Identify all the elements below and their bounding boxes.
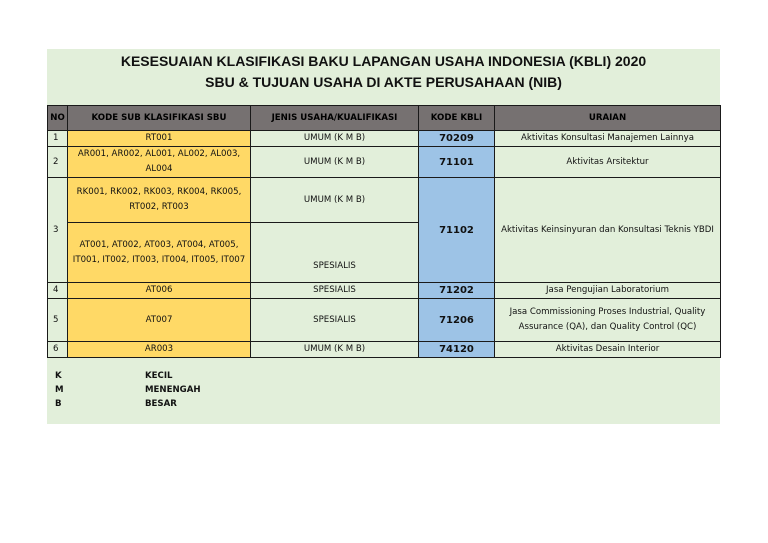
cell-sbu: AT006 — [68, 283, 251, 299]
cell-no: 3 — [48, 178, 68, 283]
cell-sbu: AR003 — [68, 342, 251, 358]
cell-kbli: 71206 — [419, 299, 495, 342]
cell-no: 1 — [48, 131, 68, 147]
cell-uraian: Aktivitas Desain Interior — [495, 342, 721, 358]
cell-jenis: SPESIALIS — [251, 299, 419, 342]
legend-key: B — [55, 399, 62, 409]
spreadsheet-area — [47, 49, 720, 424]
cell-kbli: 71101 — [419, 147, 495, 178]
header-sbu: KODE SUB KLASIFIKASI SBU — [68, 106, 251, 131]
cell-sbu: AT001, AT002, AT003, AT004, AT005, IT001, IT002, IT003, IT004, IT005, IT007 — [68, 223, 251, 283]
cell-no: 4 — [48, 283, 68, 299]
cell-jenis: UMUM (K M B) — [251, 178, 419, 223]
cell-jenis: SPESIALIS — [251, 283, 419, 299]
cell-no: 5 — [48, 299, 68, 342]
title-line-1: KESESUAIAN KLASIFIKASI BAKU LAPANGAN USAHA INDONESIA (KBLI) 2020 — [120, 53, 647, 69]
cell-jenis: SPESIALIS — [251, 223, 419, 283]
legend-key: K — [55, 371, 62, 381]
header-no: NO — [48, 106, 68, 131]
cell-sbu: AR001, AR002, AL001, AL002, AL003, AL004 — [68, 147, 251, 178]
legend-key: M — [55, 385, 64, 395]
cell-jenis: UMUM (K M B) — [251, 131, 419, 147]
cell-sbu: RK001, RK002, RK003, RK004, RK005, RT002, RT003 — [68, 178, 251, 223]
cell-uraian: Jasa Commissioning Proses Industrial, Quality Assurance (QA), dan Quality Control (QC) — [495, 299, 721, 342]
table-row — [48, 131, 721, 147]
legend-item — [47, 385, 247, 399]
header-row — [48, 106, 721, 131]
legend-item — [47, 399, 247, 413]
table-row — [48, 147, 721, 178]
cell-kbli: 74120 — [419, 342, 495, 358]
cell-uraian: Aktivitas Arsitektur — [495, 147, 721, 178]
cell-kbli: 70209 — [419, 131, 495, 147]
cell-no: 6 — [48, 342, 68, 358]
table-row — [48, 342, 721, 358]
cell-kbli: 71202 — [419, 283, 495, 299]
cell-uraian: Aktivitas Keinsinyuran dan Konsultasi Teknis YBDI — [495, 178, 721, 283]
table-row — [48, 178, 721, 223]
title-line-2: SBU & TUJUAN USAHA DI AKTE PERUSAHAAN (NIB) — [205, 74, 562, 90]
cell-jenis: UMUM (K M B) — [251, 147, 419, 178]
size-legend — [47, 371, 247, 413]
kbli-table — [47, 105, 721, 358]
cell-sbu: AT007 — [68, 299, 251, 342]
legend-value: KECIL — [145, 371, 173, 381]
cell-no: 2 — [48, 147, 68, 178]
header-jenis: JENIS USAHA/KUALIFIKASI — [251, 106, 419, 131]
cell-jenis: UMUM (K M B) — [251, 342, 419, 358]
header-uraian: URAIAN — [495, 106, 721, 131]
cell-sbu: RT001 — [68, 131, 251, 147]
cell-kbli: 71102 — [419, 178, 495, 283]
legend-value: MENENGAH — [145, 385, 201, 395]
legend-item — [47, 371, 247, 385]
table-row — [48, 283, 721, 299]
cell-uraian: Jasa Pengujian Laboratorium — [495, 283, 721, 299]
cell-uraian: Aktivitas Konsultasi Manajemen Lainnya — [495, 131, 721, 147]
header-kbli: KODE KBLI — [419, 106, 495, 131]
legend-value: BESAR — [145, 399, 177, 409]
table-row — [48, 299, 721, 342]
